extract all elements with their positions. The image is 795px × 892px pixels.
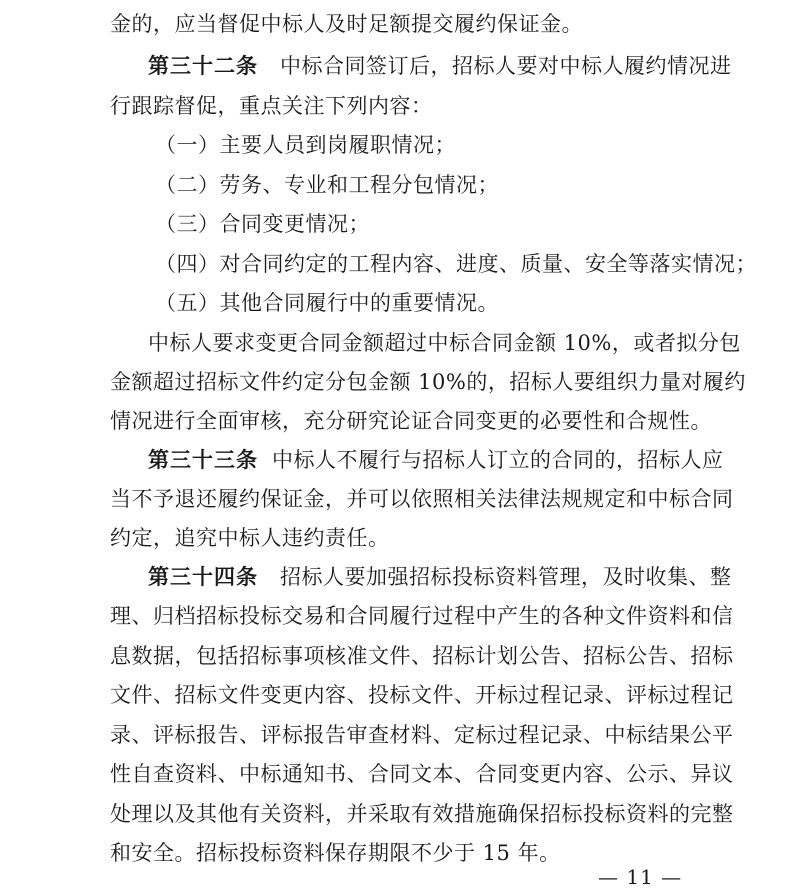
article-33-text: 中标人不履行与招标人订立的合同的，招标人应 (272, 448, 724, 472)
text-line: 处理以及其他有关资料，并采取有效措施确保招标投标资料的完整 (110, 802, 734, 826)
article-34-label: 第三十四条 (148, 565, 258, 589)
text-line: 息数据，包括招标事项核准文件、招标计划公告、招标公告、招标 (110, 644, 734, 668)
text-line: 约定，追究中标人违约责任。 (110, 526, 390, 550)
text-line: 当不予退还履约保证金，并可以依照相关法律法规规定和中标合同 (110, 487, 734, 511)
text-line: 性自查资料、中标通知书、合同文本、合同变更内容、公示、异议 (110, 762, 734, 786)
list-item: （二）劳务、专业和工程分包情况； (155, 173, 499, 197)
text-line: 行跟踪督促，重点关注下列内容： (110, 94, 433, 118)
text-line: 中标人要求变更合同金额超过中标合同金额 10%，或者拟分包 (148, 331, 741, 355)
text-line: 和安全。招标投标资料保存期限不少于 15 年。 (110, 841, 561, 865)
list-item: （三）合同变更情况； (155, 212, 370, 236)
article-34-paragraph-start (0, 557, 795, 597)
article-32-label: 第三十二条 (148, 54, 258, 78)
text-line: 理、归档招标投标交易和合同履行过程中产生的各种文件资料和信 (110, 604, 734, 628)
text-line: 文件、招标文件变更内容、投标文件、开标过程记录、评标过程记 (110, 683, 734, 707)
text-line: 金额超过招标文件约定分包金额 10%的，招标人要组织力量对履约 (110, 370, 746, 394)
article-34-text: 招标人要加强招标投标资料管理，及时收集、整 (280, 565, 732, 589)
article-33-label: 第三十三条 (148, 448, 258, 472)
list-item: （四）对合同约定的工程内容、进度、质量、安全等落实情况； (155, 252, 757, 276)
page-number: — 11 — (598, 865, 683, 889)
article-32-text: 中标合同签订后，招标人要对中标人履约情况进 (280, 54, 732, 78)
list-item: （一）主要人员到岗履职情况； (155, 133, 456, 157)
list-item: （五）其他合同履行中的重要情况。 (155, 291, 499, 315)
text-line: 情况进行全面审核，充分研究论证合同变更的必要性和合规性。 (110, 409, 712, 433)
article-33-paragraph-start (0, 440, 795, 480)
article-32-paragraph-start (0, 46, 795, 86)
text-line: 录、评标报告、评标报告审查材料、定标过程记录、中标结果公平 (110, 723, 734, 747)
text-line: 金的，应当督促中标人及时足额提交履约保证金。 (110, 12, 583, 36)
